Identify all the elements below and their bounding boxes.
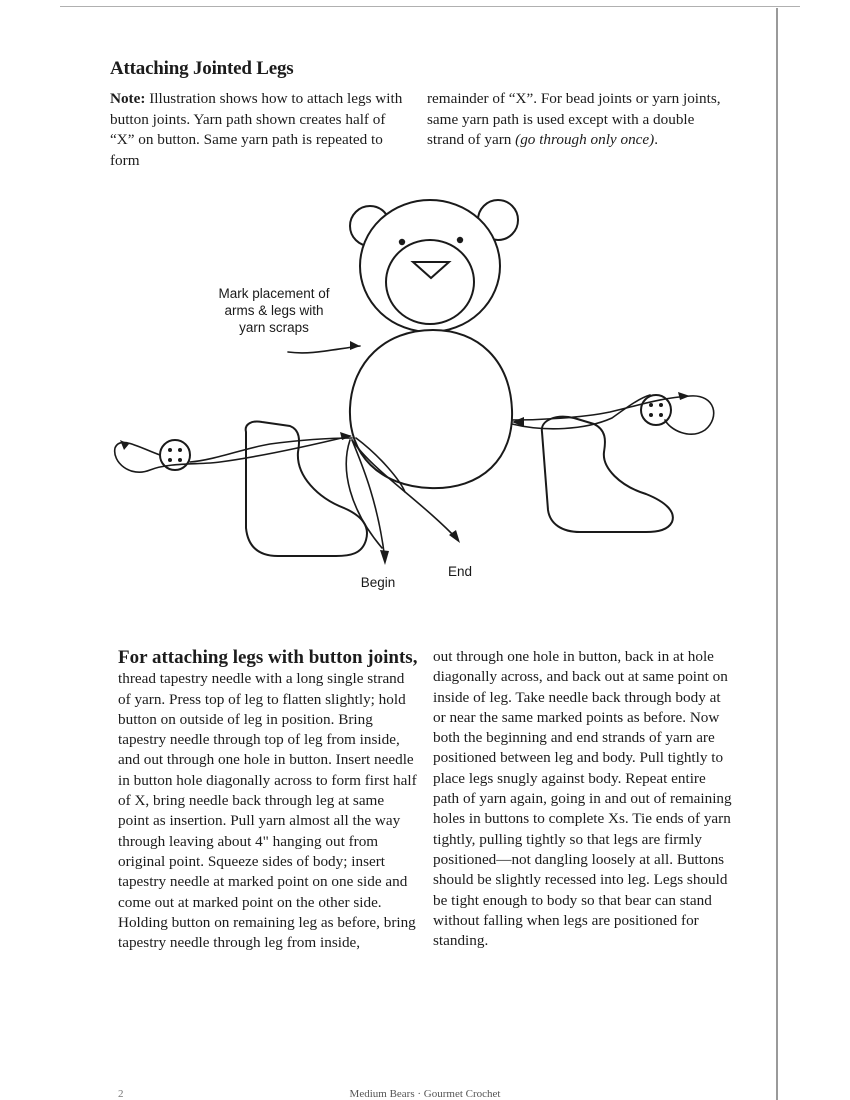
instructions-text-right: out through one hole in button, back in at hole diagonally across, and back out at same point on inside of leg. Take needle back through body at or near the same marked points as before. Now both the beginning and end strands of yarn are positioned between leg and body. Pull tightly to place legs snugly against body. Repeat entire path of yarn again, going in and out of remaining holes in buttons to complete Xs. Tie ends of yarn tightly, pulling tightly so that legs are firmly positioned—not dangling loosely at all. Buttons should be slightly recessed into leg. Legs should be tight enough to body so that bear can stand without falling when legs are positioned for standing.: [433, 648, 732, 950]
instructions-column-right: [433, 647, 733, 951]
bear-eye-left: [399, 239, 405, 245]
bear-muzzle: [386, 240, 474, 324]
note-label: Note:: [110, 90, 146, 107]
arrow-begin: [380, 550, 389, 565]
page-title: Attaching Jointed Legs: [110, 58, 294, 79]
bear-leg-right: [542, 417, 673, 532]
instructions-column-left: [118, 647, 418, 953]
pointer-mark: [288, 346, 360, 353]
note-text-left: Illustration shows how to attach legs with button joints. Yarn path shown creates half of “X” on button. Same yarn path is repeated to form: [110, 90, 403, 169]
label-mark-line3: yarn scraps: [239, 320, 309, 335]
note-italic: (go through only once): [515, 131, 655, 148]
note-end: .: [654, 131, 658, 148]
page-number: 2: [118, 1088, 124, 1100]
label-mark-line1: Mark placement of: [218, 286, 330, 301]
bear-eye-right: [457, 237, 463, 243]
yarn-loop-left: [115, 436, 350, 472]
label-begin: Begin: [360, 575, 396, 590]
label-end: End: [447, 564, 473, 579]
instructions-text-left: thread tapestry needle with a long single strand of yarn. Press top of leg to flatten slightly; hold button on outside of leg in position. Bring tapestry needle through top of leg from inside, and out through one hole in button. Insert needle in button hole diagonally across to form first half of X, bring needle back through leg at same point as insertion. Pull yarn almost all the way through leaving about 4" hanging out from original point. Squeeze sides of body; insert tapestry needle at marked point on one side and come out at marked point on the other side. Holding button on remaining leg as before, bring tapestry needle through leg from inside,: [118, 670, 417, 952]
running-footer: Medium Bears · Gourmet Crochet: [349, 1088, 501, 1100]
note-text-right: remainder of “X”. For bead joints or yarn joints, same yarn path is used except with a double strand of yarn: [427, 90, 721, 148]
instructions-lead: For attaching legs with button joints,: [118, 647, 418, 668]
label-mark-line2: arms & legs with: [224, 303, 324, 318]
